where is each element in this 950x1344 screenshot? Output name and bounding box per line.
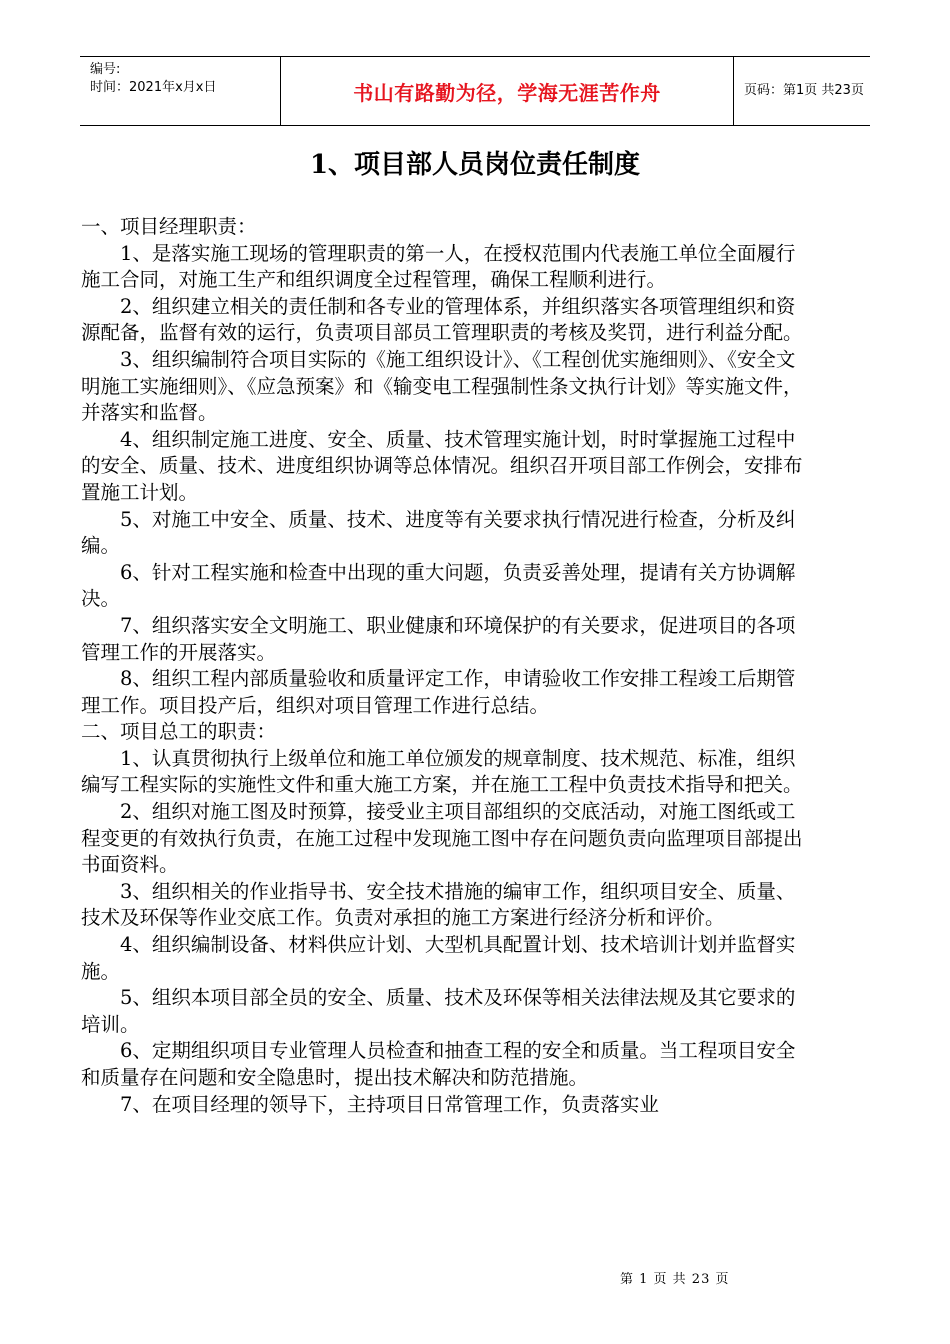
header-page-cell (734, 57, 870, 125)
document-title: 1、项目部人员岗位责任制度 (309, 150, 641, 180)
header-motto: 书山有路勤为径，学海无涯苦作舟 (353, 80, 661, 105)
paragraph: 4、组织编制设备、材料供应计划、大型机具配置计划、技术培训计划并监督实施。 (81, 933, 796, 983)
page-footer: 第 1 页 共 23 页 (620, 1272, 730, 1287)
paragraph: 4、组织制定施工进度、安全、质量、技术管理实施计划，时时掌握施工过程中的安全、质量、技术、进度组织协调等总体情况。组织召开项目部工作例会，安排布置施工计划。 (81, 427, 803, 504)
header-meta (80, 57, 280, 125)
paragraph: 6、针对工程实施和检查中出现的重大问题，负责妥善处理，提请有关方协调解决。 (81, 560, 796, 611)
paragraph: 1、认真贯彻执行上级单位和施工单位颁发的规章制度、技术规范、标准，组织编写工程实际的实施性文件和重大施工方案，并在施工工程中负责技术指导和把关。 (81, 746, 803, 797)
document-number-label: 编号: (90, 62, 121, 77)
paragraph: 2、组织对施工图及时预算，接受业主项目部组织的交底活动，对施工图纸或工程变更的有效执行负责，在施工过程中发现施工图中存在问题负责向监理项目部提出书面资料。 (81, 800, 803, 877)
paragraph: 1、是落实施工现场的管理职责的第一人，在授权范围内代表施工单位全面履行施工合同，对施工生产和组织调度全过程管理，确保工程顺利进行。 (81, 241, 796, 292)
document-header (80, 56, 870, 126)
document-body (81, 214, 811, 1118)
header-motto-cell (280, 57, 734, 125)
section-heading: 一、项目经理职责： (81, 215, 257, 238)
paragraph: 7、在项目经理的领导下，主持项目日常管理工作，负责落实业 (120, 1092, 659, 1116)
paragraph: 8、组织工程内部质量验收和质量评定工作，申请验收工作安排工程竣工后期管理工作。项目投产后，组织对项目管理工作进行总结。 (81, 667, 796, 717)
section-heading: 二、项目总工的职责： (81, 720, 277, 744)
paragraph: 3、组织编制符合项目实际的《施工组织设计》、《工程创优实施细则》、《安全文明施工实施细则》、《应急预案》和《输变电工程强制性条文执行计划》等实施文件，并落实和监督。 (81, 347, 803, 425)
paragraph: 6、定期组织项目专业管理人员检查和抽查工程的安全和质量。当工程项目安全和质量存在问题和安全隐患时，提出技术解决和防范措施。 (81, 1039, 796, 1089)
header-page-label: 页码：第1页 共23页 (744, 83, 864, 98)
paragraph: 5、组织本项目部全员的安全、质量、技术及环保等相关法律法规及其它要求的培训。 (81, 986, 796, 1036)
paragraph: 2、组织建立相关的责任制和各专业的管理体系，并组织落实各项管理组织和资源配备，监督有效的运行，负责项目部员工管理职责的考核及奖罚，进行利益分配。 (81, 294, 803, 345)
paragraph: 5、对施工中安全、质量、技术、进度等有关要求执行情况进行检查，分析及纠编。 (81, 507, 796, 558)
paragraph: 7、组织落实安全文明施工、职业健康和环境保护的有关要求，促进项目的各项管理工作的开展落实。 (81, 613, 796, 664)
paragraph: 3、组织相关的作业指导书、安全技术措施的编审工作，组织项目安全、质量、技术及环保等作业交底工作。负责对承担的施工方案进行经济分析和评价。 (81, 879, 796, 930)
document-time-label: 时间：2021年x月x日 (90, 80, 217, 95)
